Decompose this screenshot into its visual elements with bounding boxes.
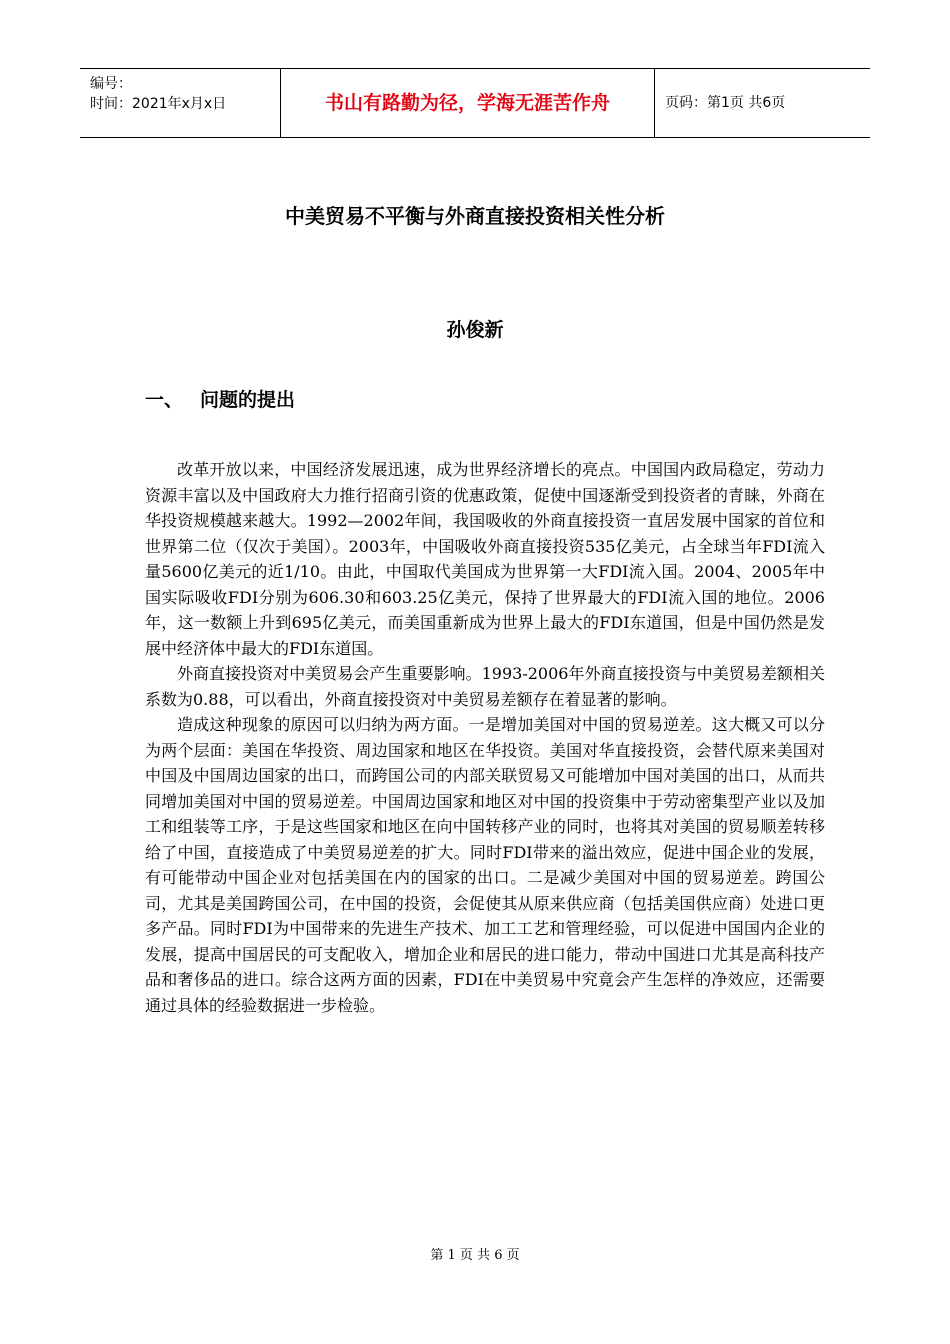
header-meta-cell [80, 69, 281, 137]
document-author: 孙俊新 [446, 319, 504, 341]
page-footer: 第 1 页 共 6 页 [430, 1248, 520, 1263]
date-label: 时间：2021年x月x日 [90, 96, 227, 112]
section-number: 一、 [145, 389, 184, 411]
document-title: 中美贸易不平衡与外商直接投资相关性分析 [285, 204, 665, 228]
number-label: 编号： [90, 76, 132, 92]
body-text [145, 457, 825, 1018]
header-page-label: 页码：第1页 共6页 [665, 95, 786, 111]
page-header [80, 68, 870, 138]
paragraph: 改革开放以来，中国经济发展迅速，成为世界经济增长的亮点。中国国内政局稳定，劳动力资源丰富以及中国政府大力推行招商引资的优惠政策，促使中国逐渐受到投资者的青睐，外商在华投资规模越来越大。1992—2002年间，我国吸收的外商直接投资一直居发展中国家的首位和世界第二位（仅次于美国）。2003年，中国吸收外商直接投资535亿美元，占全球当年FDI流入量5600亿美元的近1/10。由此，中国取代美国成为世界第一大FDI流入国。2004、2005年中国实际吸收FDI分别为606.30和603.25亿美元，保持了世界最大的FDI流入国的地位。2006年，这一数额上升到695亿美元，而美国重新成为世界上最大的FDI东道国，但是中国仍然是发展中经济体中最大的FDI东道国。 [145, 460, 825, 658]
paragraph: 造成这种现象的原因可以归纳为两方面。一是增加美国对中国的贸易逆差。这大概又可以分为两个层面：美国在华投资、周边国家和地区在华投资。美国对华直接投资，会替代原来美国对中国及中国周边国家的出口，而跨国公司的内部关联贸易又可能增加中国对美国的出口，从而共同增加美国对中国的贸易逆差。中国周边国家和地区对中国的投资集中于劳动密集型产业以及加工和组装等工序，于是这些国家和地区在向中国转移产业的同时，也将其对美国的贸易顺差转移给了中国，直接造成了中美贸易逆差的扩大。同时FDI带来的溢出效应，促进中国企业的发展，有可能带动中国企业对包括美国在内的国家的出口。二是减少美国对中国的贸易逆差。跨国公司，尤其是美国跨国公司，在中国的投资，会促使其从原来供应商（包括美国供应商）处进口更多产品。同时FDI为中国带来的先进生产技术、加工工艺和管理经验，可以促进中国国内企业的发展，提高中国居民的可支配收入，增加企业和居民的进口能力，带动中国进口尤其是高科技产品和奢侈品的进口。综合这两方面的因素，FDI在中美贸易中究竟会产生怎样的净效应，还需要通过具体的经验数据进一步检验。 [145, 715, 825, 1015]
section-title: 问题的提出 [200, 389, 296, 411]
header-motto: 书山有路勤为径，学海无涯苦作舟 [281, 69, 655, 137]
paragraph: 外商直接投资对中美贸易会产生重要影响。1993-2006年外商直接投资与中美贸易差额相关系数为0.88，可以看出，外商直接投资对中美贸易差额存在着显著的影响。 [145, 664, 825, 709]
section-heading [145, 385, 295, 412]
